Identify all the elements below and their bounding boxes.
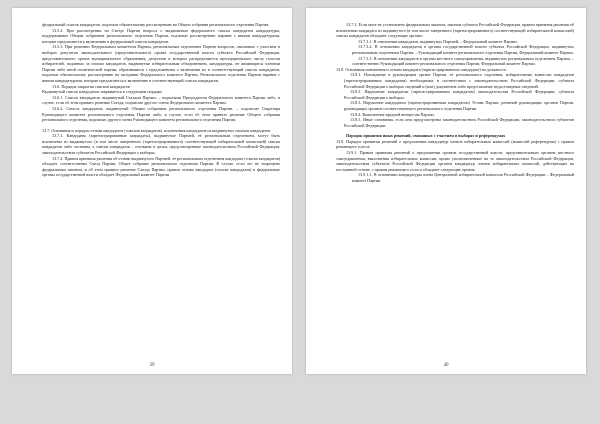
- paragraph: 13.5.3. При решении Федеральным комитетом Партии, региональным отделением Партии вопросов, связанных с участием в выборах депутатов законодательного (представительного) органа государственной власти субъекта Российской Федерации, представительного органа муниципального образования, депутатов в которых распределяются пропорционально числу голосов избирателей, поданных за списки кандидатов, выдвинутые избирательным объединением, кандидатуры, не являющиеся членами Партии либо иной политической партии, обратившиеся с предложением о включении их в соответствующий список кандидатов, подлежат обязательному рассмотрению на заседании Федерального комитета Партии, Регионального отделения Партии наравне с иными кандидатурами, которые предлагаются к включению в соответствующий список кандидатов.: [42, 44, 280, 83]
- page-number: 39: [149, 363, 155, 368]
- paragraph: 13.8.2. Нарушение кандидатом (зарегистрированным кандидатом) законодательства Российской Федерации, субъекта Российской Федерации о выборах.: [344, 89, 574, 100]
- paragraph: 13.7.3.1. В отношении кандидатов, выдвинутых Партией, – Федеральный комитет Партии.: [358, 38, 518, 44]
- paragraph: федеральный список кандидатов, подлежат обязательному рассмотрению на Общем собрании регионального отделения Партии.: [42, 22, 270, 27]
- page-number: 40: [443, 363, 449, 368]
- right-page: [306, 8, 586, 374]
- section-heading: 13.7. Основания и порядок отзыва кандидатов (списков кандидатов), исключения кандидатов из выдвинутых списков кандидатов: [42, 127, 271, 133]
- paragraph: 13.9.1. Правом принятия решений о предложении органов государственной власти, представительным органом местного самоуправления, выполнения избирательных комиссии, кроме уполномоченные на то законодательством Российской Федерации, законодательством субъектов Российской Федерации органов кандидатур членов избирательных комиссий, действующих на постоянной основе, с правом решающего голоса обладают следующие органы:: [336, 150, 574, 172]
- paragraph: 13.6.2. Список кандидатов, выдвинутый Общим собранием регионального отделения Партии, – подписью Секретаря Руководящего комитета регионального отделения Партии либо, в случае, если об этом принято решение Общего собрания регионального отделения, подписью другого члена Руководящего комитета регионального отделения Партии.: [42, 105, 280, 123]
- right-page-text: [336, 22, 574, 360]
- bold-section-heading: Порядок принятия иных решений, связанных с участием в выборах и референдумах: [346, 133, 506, 139]
- paragraph: 13.5.2. При рассмотрении на Съезде Партии вопроса о выдвижении федерального списка кандидатов кандидатуры, поддержанные Общим собранием регионального отделения Партии, подлежат рассмотрению наравне с иными кандидатурами, которые предлагаются к включению в федеральный список кандидатов.: [42, 27, 280, 44]
- section-heading: 13.6. Порядок закрытия списков кандидатов: [52, 83, 130, 89]
- paragraph: 13.7.2. Правом принятия решения об отзыве выдвинутого Партией, её региональным отделением кандидата (списка кандидатов) обладает соответственно Съезд Партии, Общее собрание регионального отделения Партии. В случае, если это не запрещено федеральным законом, и об этом принято решение Съезда Партии, правом отзыва кандидата (списка кандидатов) в федеральные органы государственной власти обладает Федеральный комитет Партии.: [42, 155, 280, 178]
- paragraph: 13.6.1. Список кандидатов, выдвинутый Съездом Партии, – подписями Председателя Федерального комитета Партии либо, в случае, если об этом принято решение Съезда, подписью другого члена Федерального комитета Партии.: [42, 94, 280, 106]
- left-page: [12, 8, 292, 374]
- paragraph: 13.7.3.3. В отношении кандидатов в органы местного самоуправления, выдвинутых региональным отделением Партии, – соответственно Руководящий комитет регионального отделения Партии, Федеральный комитет Партии.: [352, 55, 574, 67]
- paragraph: 13.9. Порядок принятия решений о предложении кандидатур членов избирательных комиссий (комиссий референдума) с правом решающего голоса:: [336, 138, 574, 150]
- paragraph: 13.9.1.1. В отношении кандидатуры члена Центральной избирательной комиссии Российской Федерации – Федеральный комитет Партии.: [352, 172, 574, 184]
- paragraph: 13.7.3.2. В отношении кандидатов в органы государственной власти субъекта Российской Федерации, выдвинутых региональным отделением Партии, – Руководящий комитет регионального отделения Партии, Федеральный комитет Партии.: [352, 44, 574, 55]
- paragraph: 13.7.1. Кандидаты (зарегистрированные кандидаты), выдвинутые Партией, её региональным отделением, могут быть исключены из выдвинутого (в том числе заверенного (зарегистрированного) соответствующей избирательной комиссией) списка кандидатов либо отозваны, а списки кандидатов – отозваны в сроки, предусмотренные законодательством Российской Федерации, законодательством субъектов Российской Федерации о выборах.: [42, 133, 280, 156]
- paragraph: 13.8.1. Нахождение в руководящем органе Партии, её регионального отделения, избирательные комиссии кандидатов (зарегистрированных кандидатов) необходимых в соответствии с законодательством Российской Федерации, субъекта Российской Федерации о выборах сведений и (или) документов либо представление недостоверных сведений.: [344, 72, 574, 89]
- paragraph: Выдвинутый список кандидатов закрывается в следующем порядке:: [42, 89, 163, 95]
- paragraph: 13.8.4. Выполнение вредной интересам Партии.: [350, 111, 435, 117]
- paragraph: 13.7.3. Если иное не установлено федеральным законом, законом субъекта Российской Федерации, правом принятия решения об исключении кандидата из выдвинутого (в том числе заверенного (зарегистрированного) соответствующей избирательной комиссией) списка кандидатов обладают следующие органы:: [336, 22, 574, 39]
- section-heading: 13.8. Основания назначения и отзыва кандидата (зарегистрированного кандидата) на должность:: [336, 66, 507, 72]
- left-page-text: [42, 22, 280, 360]
- paragraph: 13.8.5. Иные основания, если они предусмотрены законодательством Российской Федерации, законодательством субъектов Российской Федерации.: [344, 117, 574, 128]
- paragraph: 13.8.3. Нарушение кандидатом (зарегистрированным кандидатом) Устава Партии, решений руководящих органов Партии, руководящих органов соответствующего регионального отделения Партии.: [344, 100, 574, 111]
